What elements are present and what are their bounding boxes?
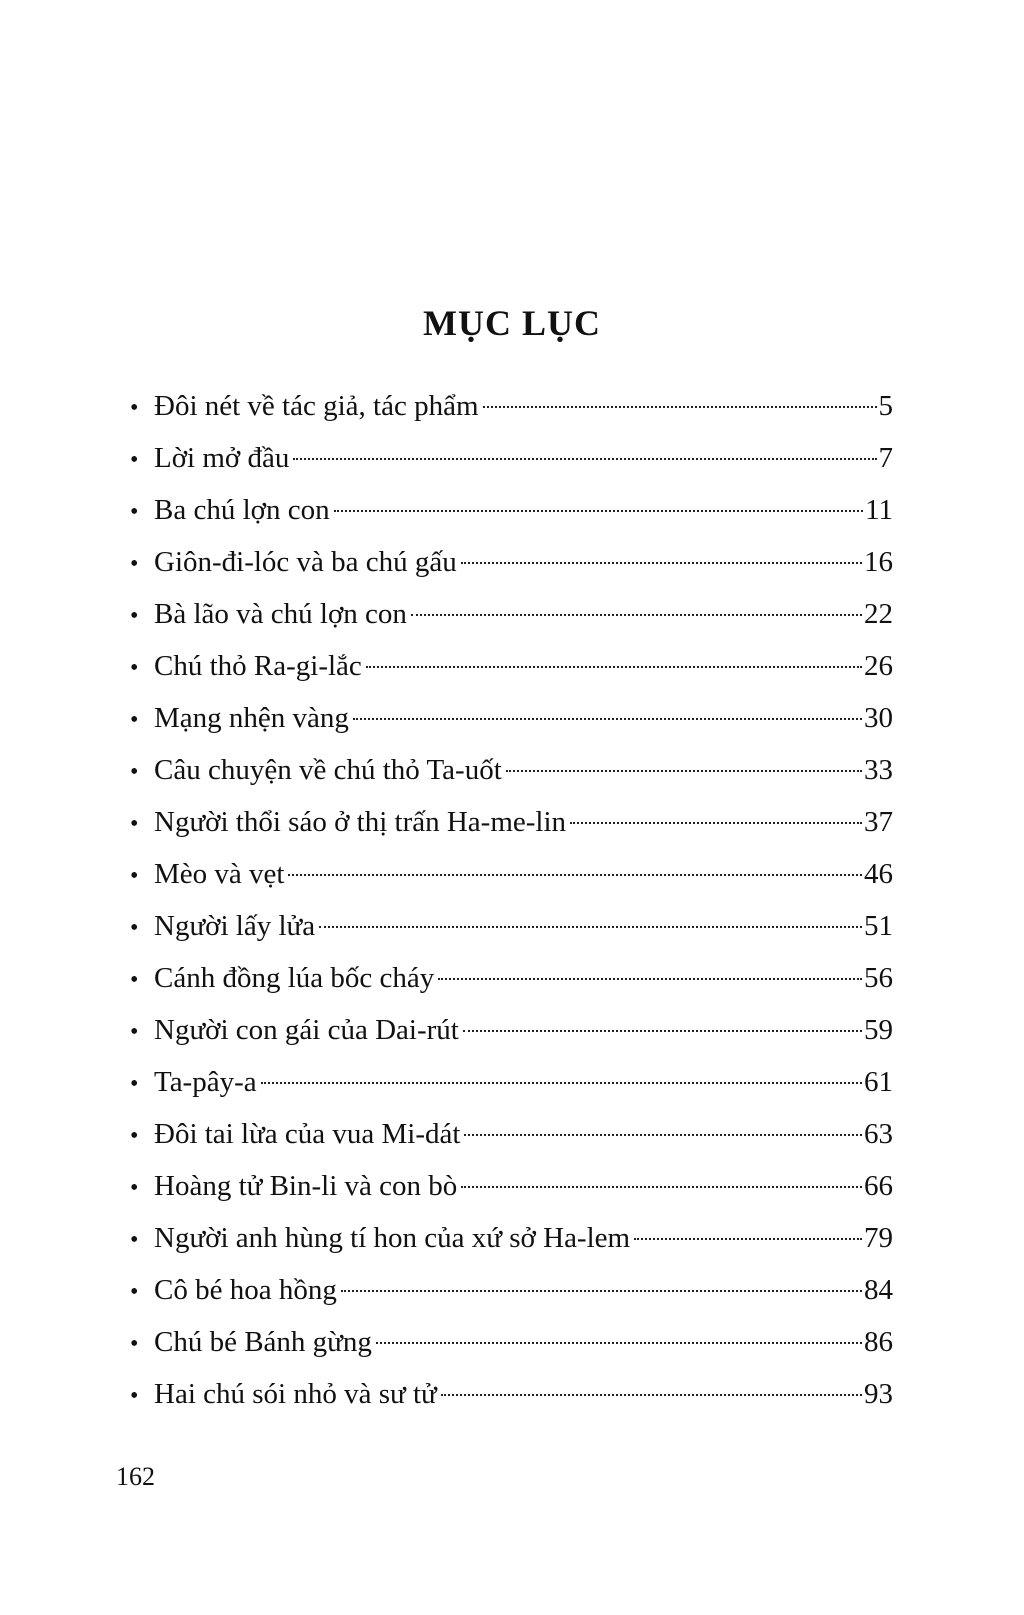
dot-leader: [461, 1186, 862, 1188]
bullet-icon: •: [130, 395, 139, 421]
toc-entry-title: Người anh hùng tí hon của xứ sở Ha-lem: [154, 1222, 631, 1254]
bullet-icon: •: [130, 447, 139, 473]
dot-leader: [438, 978, 862, 980]
toc-entry[interactable]: [130, 1316, 893, 1368]
dot-leader: [366, 666, 862, 668]
page-number: 162: [116, 1462, 155, 1491]
toc-entry-page: 63: [864, 1118, 893, 1150]
toc-entry-page: 59: [864, 1014, 893, 1046]
toc-entry-page: 11: [865, 494, 893, 526]
toc-entry-page: 30: [864, 702, 893, 734]
dot-leader: [463, 1030, 862, 1032]
bullet-icon: •: [130, 811, 139, 837]
toc-entry-page: 16: [864, 546, 893, 578]
toc-entry-title: Ta-pây-a: [154, 1066, 257, 1098]
page-title: MỤC LỤC: [423, 303, 601, 344]
bullet-icon: •: [130, 707, 139, 733]
toc-entry-page: 79: [864, 1222, 893, 1254]
bullet-icon: •: [130, 551, 139, 577]
toc-entry[interactable]: [130, 900, 893, 952]
dot-leader: [570, 822, 862, 824]
toc-entry[interactable]: [130, 848, 893, 900]
toc-entry-title: Người thổi sáo ở thị trấn Ha-me-lin: [154, 806, 567, 838]
bullet-icon: •: [130, 1279, 139, 1305]
toc-entry[interactable]: [130, 1264, 893, 1316]
toc-entry-page: 26: [864, 650, 893, 682]
dot-leader: [341, 1290, 862, 1292]
toc-entry-title: Mèo và vẹt: [154, 858, 285, 890]
toc-entry-page: 46: [864, 858, 893, 890]
bullet-icon: •: [130, 1019, 139, 1045]
toc-entry-page: 51: [864, 910, 893, 942]
toc-entry-title: Lời mở đầu: [154, 442, 290, 474]
toc-entry[interactable]: [130, 796, 893, 848]
toc-entry-title: Cánh đồng lúa bốc cháy: [154, 962, 435, 994]
toc-entry[interactable]: [130, 640, 893, 692]
toc-entry-title: Chú thỏ Ra-gi-lắc: [154, 650, 362, 682]
dot-leader: [441, 1394, 862, 1396]
toc-entry-page: 22: [864, 598, 893, 630]
table-of-contents: [130, 380, 893, 1420]
toc-entry-title: Cô bé hoa hồng: [154, 1274, 337, 1306]
bullet-icon: •: [130, 915, 139, 941]
toc-entry-title: Chú bé Bánh gừng: [154, 1326, 372, 1358]
toc-entry-title: Hai chú sói nhỏ và sư tử: [154, 1378, 437, 1410]
bullet-icon: •: [130, 1123, 139, 1149]
toc-entry-title: Người con gái của Dai-rút: [154, 1014, 459, 1046]
dot-leader: [353, 718, 862, 720]
toc-entry-title: Bà lão và chú lợn con: [154, 598, 407, 630]
toc-entry[interactable]: [130, 1056, 893, 1108]
toc-entry[interactable]: [130, 952, 893, 1004]
bullet-icon: •: [130, 603, 139, 629]
toc-entry[interactable]: [130, 380, 893, 432]
dot-leader: [293, 458, 876, 460]
toc-entry[interactable]: [130, 744, 893, 796]
toc-entry[interactable]: [130, 692, 893, 744]
toc-entry[interactable]: [130, 432, 893, 484]
toc-entry-page: 61: [864, 1066, 893, 1098]
toc-entry-page: 66: [864, 1170, 893, 1202]
bullet-icon: •: [130, 655, 139, 681]
toc-entry-page: 56: [864, 962, 893, 994]
dot-leader: [288, 874, 862, 876]
toc-entry-page: 37: [864, 806, 893, 838]
dot-leader: [411, 614, 862, 616]
dot-leader: [261, 1082, 862, 1084]
toc-entry-title: Đôi tai lừa của vua Mi-dát: [154, 1118, 461, 1150]
dot-leader: [483, 406, 877, 408]
bullet-icon: •: [130, 499, 139, 525]
toc-entry[interactable]: [130, 1368, 893, 1420]
toc-entry-title: Câu chuyện về chú thỏ Ta-uốt: [154, 754, 502, 786]
bullet-icon: •: [130, 1227, 139, 1253]
toc-entry-title: Mạng nhện vàng: [154, 702, 349, 734]
toc-entry-title: Ba chú lợn con: [154, 494, 330, 526]
bullet-icon: •: [130, 1175, 139, 1201]
toc-entry-title: Người lấy lửa: [154, 910, 316, 942]
bullet-icon: •: [130, 759, 139, 785]
dot-leader: [376, 1342, 862, 1344]
toc-entry[interactable]: [130, 1108, 893, 1160]
toc-entry[interactable]: [130, 536, 893, 588]
dot-leader: [319, 926, 862, 928]
toc-entry-page: 86: [864, 1326, 893, 1358]
dot-leader: [461, 562, 862, 564]
dot-leader: [506, 770, 862, 772]
toc-entry[interactable]: [130, 1004, 893, 1056]
bullet-icon: •: [130, 863, 139, 889]
toc-entry-page: 84: [864, 1274, 893, 1306]
toc-entry[interactable]: [130, 484, 893, 536]
dot-leader: [634, 1238, 862, 1240]
bullet-icon: •: [130, 1331, 139, 1357]
toc-entry[interactable]: [130, 1160, 893, 1212]
toc-entry-title: Hoàng tử Bin-li và con bò: [154, 1170, 458, 1202]
toc-entry-page: 93: [864, 1378, 893, 1410]
dot-leader: [464, 1134, 862, 1136]
bullet-icon: •: [130, 967, 139, 993]
toc-entry-page: 33: [864, 754, 893, 786]
toc-entry[interactable]: [130, 588, 893, 640]
toc-entry[interactable]: [130, 1212, 893, 1264]
bullet-icon: •: [130, 1071, 139, 1097]
toc-entry-title: Đôi nét về tác giả, tác phẩm: [154, 390, 479, 422]
dot-leader: [334, 510, 863, 512]
toc-entry-title: Giôn-đi-lóc và ba chú gấu: [154, 546, 457, 578]
bullet-icon: •: [130, 1383, 139, 1409]
toc-entry-page: 7: [878, 442, 893, 474]
toc-entry-page: 5: [878, 390, 893, 422]
